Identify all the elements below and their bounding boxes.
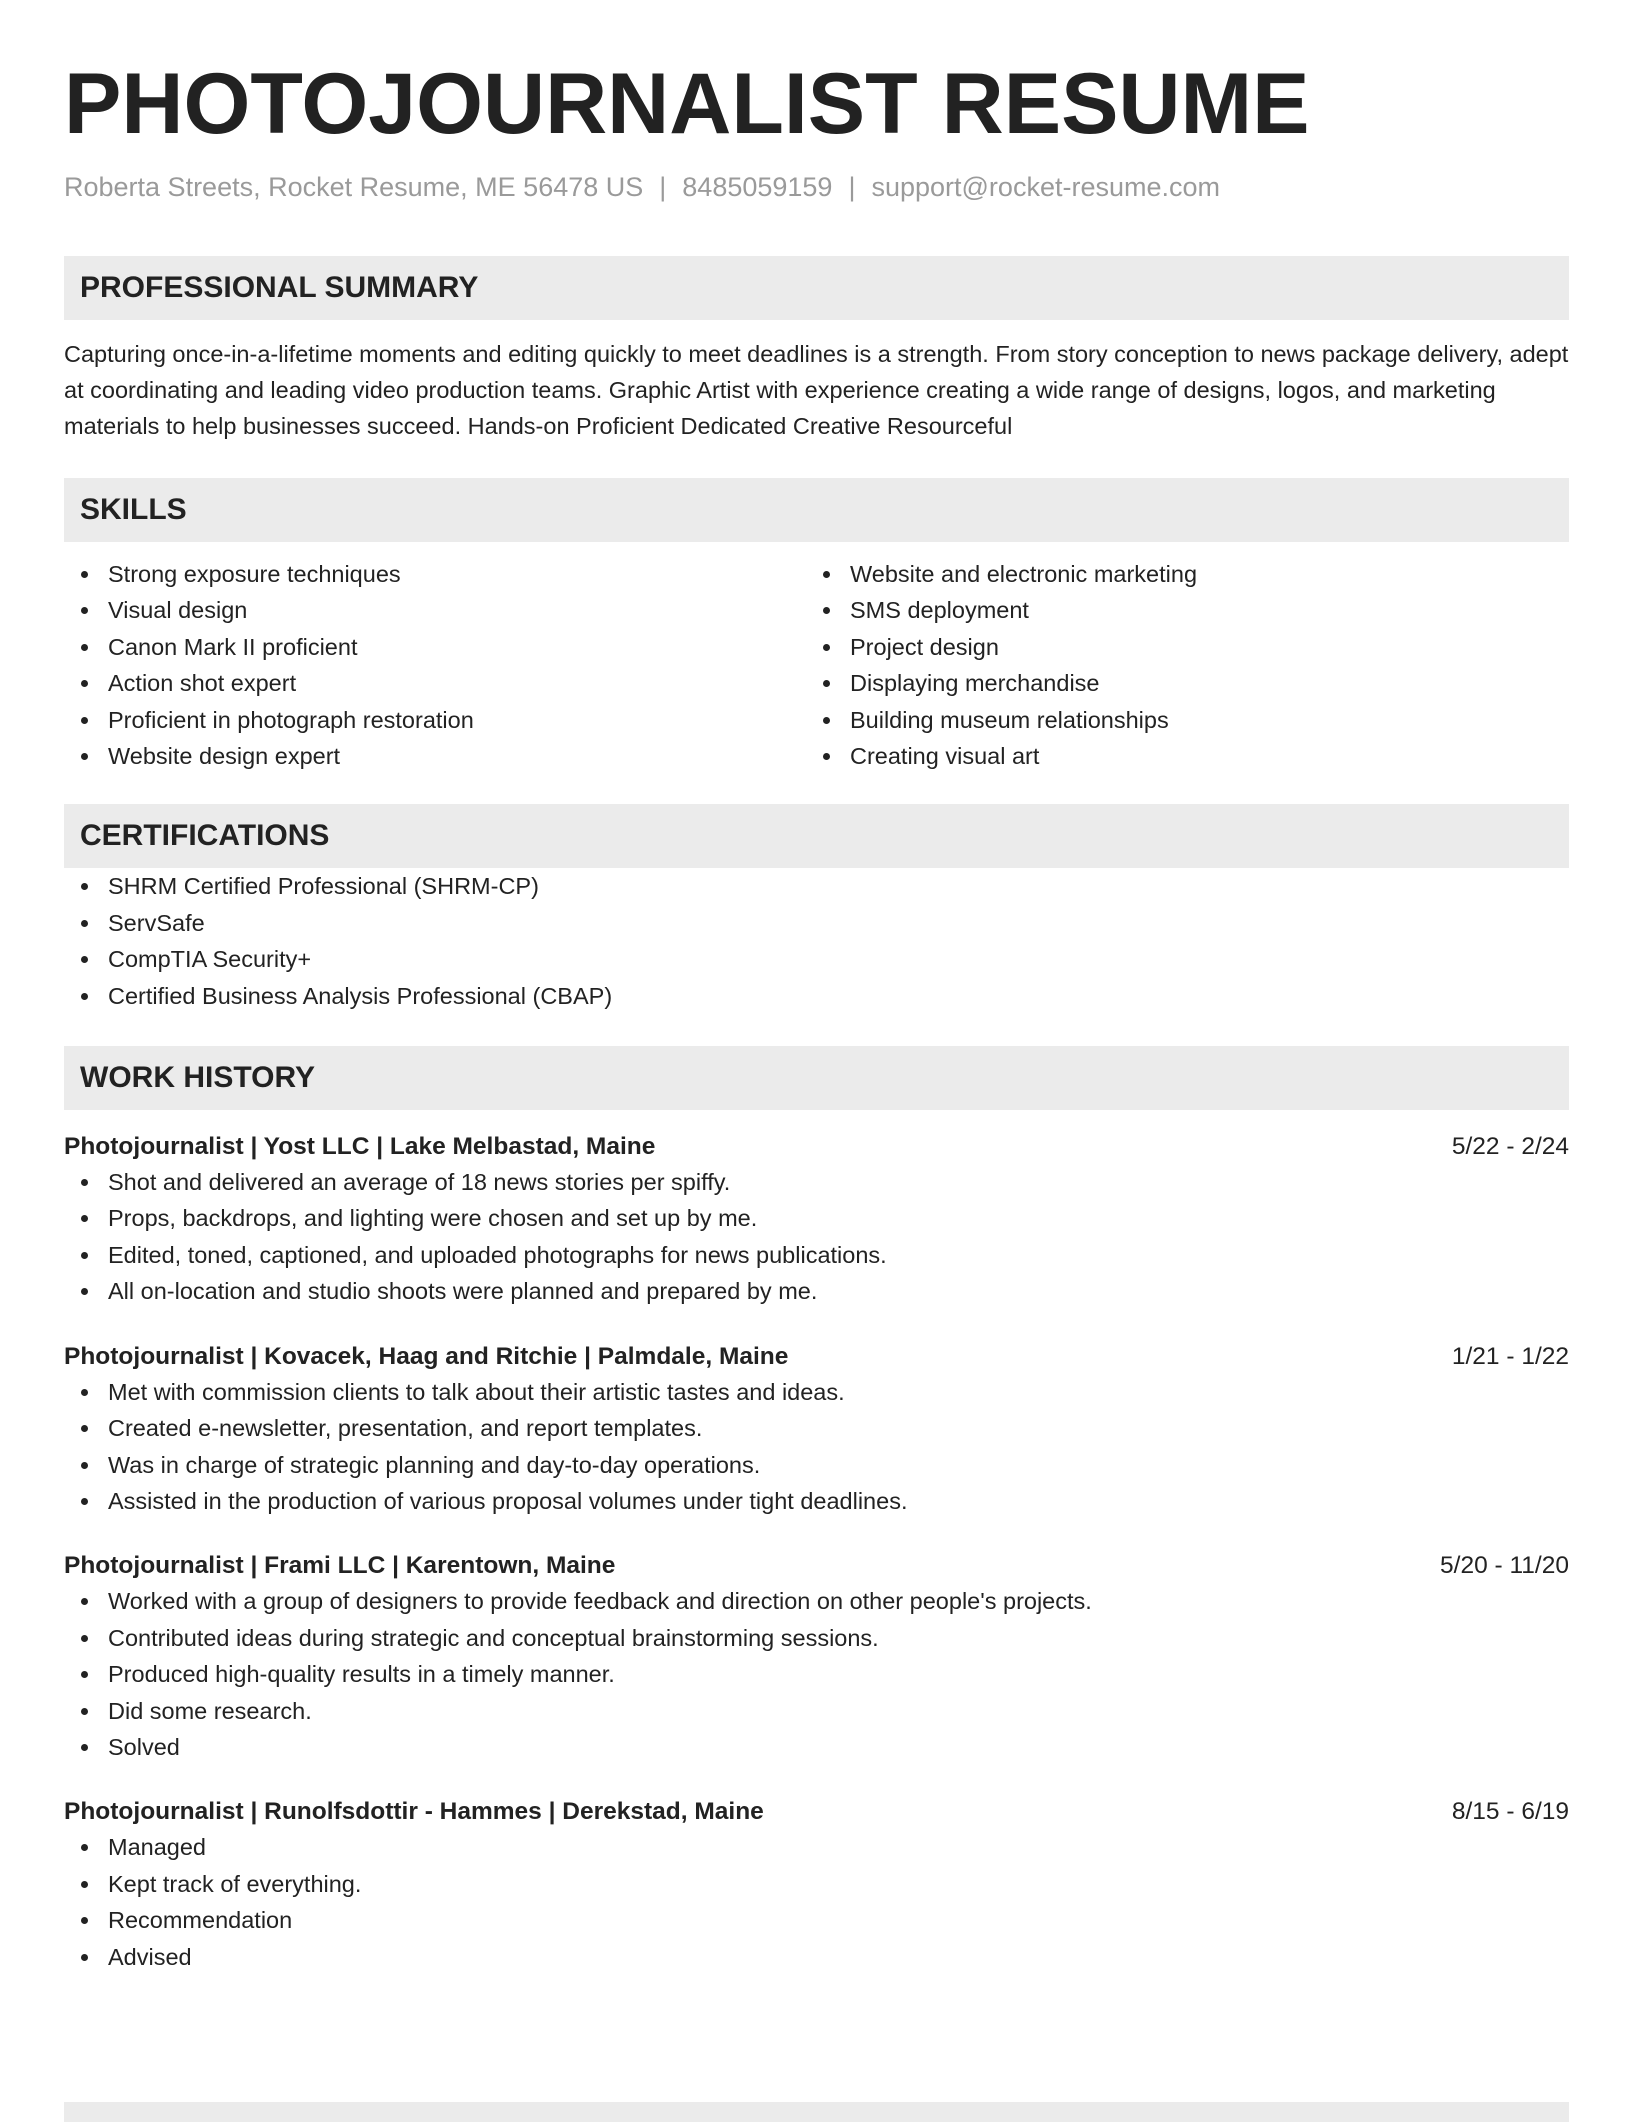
- contact-separator: |: [848, 172, 856, 202]
- job-entry: [64, 1795, 1569, 1975]
- job-header: [64, 1340, 1569, 1374]
- skill-item: Visual design: [64, 592, 806, 628]
- skill-item: Building museum relationships: [806, 702, 1548, 738]
- contact-separator: |: [659, 172, 667, 202]
- summary-paragraph: Capturing once-in-a-lifetime moments and editing quickly to meet deadlines is a strength. From story conception to news package delivery, adept at coordinating and leading video production teams. Graphic Artist with experience creating a wide range of designs, logos, and marketing materials to help businesses succeed. Hands-on Proficient Dedicated Creative Resourceful: [64, 341, 1569, 439]
- skill-item: Website and electronic marketing: [806, 556, 1548, 592]
- certification-item: SHRM Certified Professional (SHRM-CP): [64, 868, 1569, 904]
- job-duty-item: Props, backdrops, and lighting were chosen and set up by me.: [64, 1200, 1569, 1236]
- job-duty-item: Worked with a group of designers to provide feedback and direction on other people's projects.: [64, 1583, 1569, 1619]
- contact-address: Roberta Streets, Rocket Resume, ME 56478 US: [64, 172, 644, 202]
- section-heading-certifications: CERTIFICATIONS: [64, 804, 1569, 868]
- job-duties-list: [64, 1829, 1569, 1975]
- section-heading-summary: PROFESSIONAL SUMMARY: [64, 256, 1569, 320]
- job-duty-item: Met with commission clients to talk about their artistic tastes and ideas.: [64, 1374, 1569, 1410]
- skill-item: SMS deployment: [806, 592, 1548, 628]
- skill-item: Displaying merchandise: [806, 665, 1548, 701]
- job-entry: [64, 1130, 1569, 1310]
- job-duty-item: Contributed ideas during strategic and conceptual brainstorming sessions.: [64, 1620, 1569, 1656]
- skill-item: Action shot expert: [64, 665, 806, 701]
- skills-columns: [64, 556, 1569, 774]
- resume-page: [64, 0, 1569, 1975]
- section-heading-skills: SKILLS: [64, 478, 1569, 542]
- job-dates: 8/15 - 6/19: [1451, 1798, 1569, 1826]
- job-duty-item: Kept track of everything.: [64, 1866, 1569, 1902]
- job-duty-item: Assisted in the production of various proposal volumes under tight deadlines.: [64, 1483, 1569, 1519]
- job-title: Photojournalist | Kovacek, Haag and Ritchie | Palmdale, Maine: [64, 1342, 789, 1370]
- contact-line: [64, 170, 1569, 204]
- job-header: [64, 1130, 1569, 1164]
- job-duty-item: Was in charge of strategic planning and day-to-day operations.: [64, 1447, 1569, 1483]
- job-duty-item: Created e-newsletter, presentation, and report templates.: [64, 1410, 1569, 1446]
- job-dates: 5/22 - 2/24: [1451, 1133, 1569, 1161]
- certifications-list: [64, 868, 1569, 1014]
- skill-item: Website design expert: [64, 738, 806, 774]
- next-section-heading-band: [64, 2102, 1569, 2122]
- skills-column-left: [64, 556, 806, 774]
- job-duty-item: Recommendation: [64, 1902, 1569, 1938]
- skill-item: Strong exposure techniques: [64, 556, 806, 592]
- job-dates: 5/20 - 11/20: [1440, 1552, 1569, 1580]
- skill-item: Project design: [806, 629, 1548, 665]
- skills-column-right: [806, 556, 1548, 774]
- skill-item: Creating visual art: [806, 738, 1548, 774]
- job-duty-item: Produced high-quality results in a timely manner.: [64, 1656, 1569, 1692]
- job-duty-item: Did some research.: [64, 1693, 1569, 1729]
- skills-list-left: [64, 556, 806, 774]
- section-heading-work-history: WORK HISTORY: [64, 1046, 1569, 1110]
- job-title: Photojournalist | Yost LLC | Lake Melbastad, Maine: [64, 1133, 656, 1161]
- certification-item: ServSafe: [64, 905, 1569, 941]
- job-dates: 1/21 - 1/22: [1451, 1342, 1569, 1370]
- job-duties-list: [64, 1583, 1569, 1765]
- job-duty-item: Solved: [64, 1729, 1569, 1765]
- job-duties-list: [64, 1164, 1569, 1310]
- job-header: [64, 1549, 1569, 1583]
- certification-item: Certified Business Analysis Professional (CBAP): [64, 978, 1569, 1014]
- job-entry: [64, 1549, 1569, 1765]
- contact-email: support@rocket-resume.com: [871, 172, 1220, 202]
- job-header: [64, 1795, 1569, 1829]
- skills-list-right: [806, 556, 1548, 774]
- skill-item: Canon Mark II proficient: [64, 629, 806, 665]
- job-title: Photojournalist | Frami LLC | Karentown, Maine: [64, 1552, 616, 1580]
- job-duty-item: Advised: [64, 1939, 1569, 1975]
- job-title: Photojournalist | Runolfsdottir - Hammes | Derekstad, Maine: [64, 1798, 764, 1826]
- job-duty-item: Shot and delivered an average of 18 news stories per spiffy.: [64, 1164, 1569, 1200]
- certification-item: CompTIA Security+: [64, 941, 1569, 977]
- job-duties-list: [64, 1374, 1569, 1520]
- job-duty-item: All on-location and studio shoots were planned and prepared by me.: [64, 1273, 1569, 1309]
- contact-phone: 8485059159: [682, 172, 833, 202]
- resume-title: PHOTOJOURNALIST RESUME: [64, 56, 1310, 152]
- job-duty-item: Edited, toned, captioned, and uploaded photographs for news publications.: [64, 1237, 1569, 1273]
- job-entry: [64, 1340, 1569, 1520]
- skill-item: Proficient in photograph restoration: [64, 702, 806, 738]
- job-duty-item: Managed: [64, 1829, 1569, 1865]
